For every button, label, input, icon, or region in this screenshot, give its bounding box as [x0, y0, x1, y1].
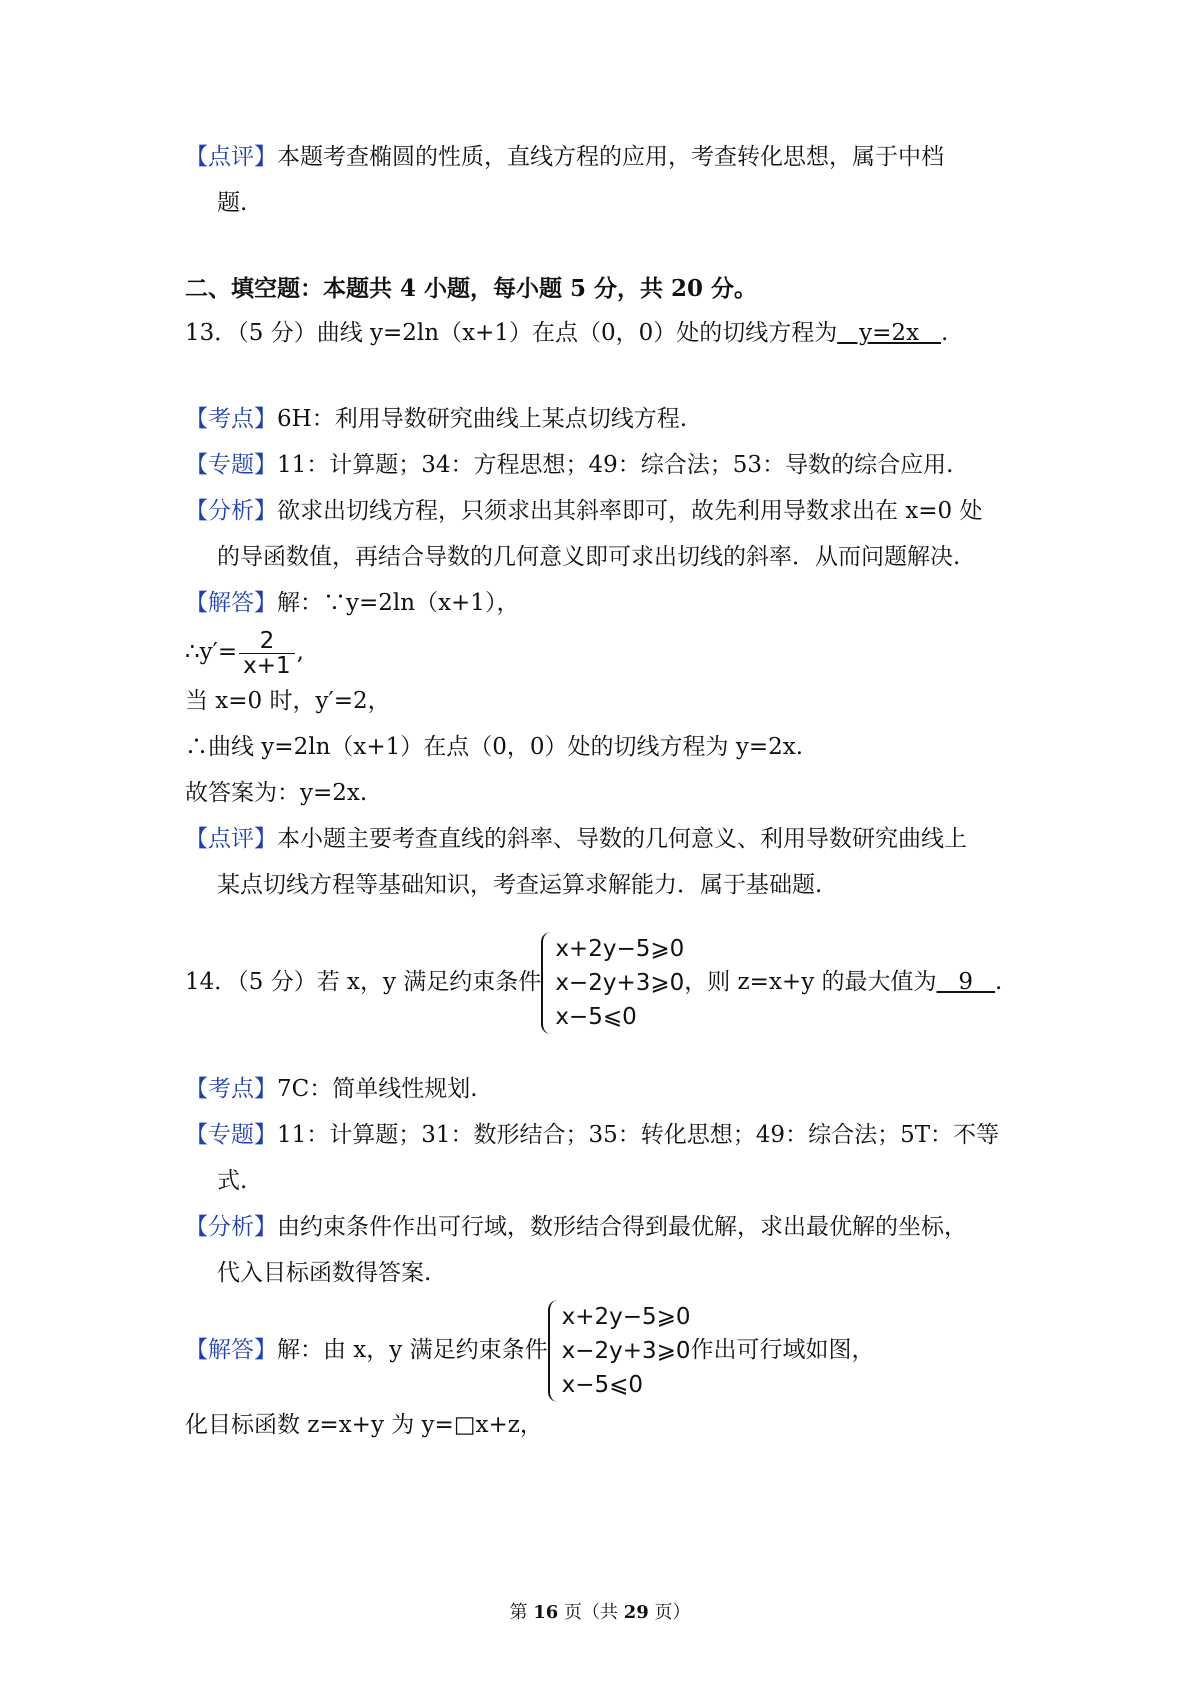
- fenxi-tag: 【分析】: [185, 498, 277, 524]
- footer-post: 页）: [648, 1602, 691, 1623]
- q14-fenxi: [185, 1204, 1025, 1250]
- q13-kaodian: [185, 396, 1025, 442]
- brace-icon: [548, 1300, 562, 1402]
- fraction-denominator: x+1: [243, 652, 291, 679]
- q14-objective-line: 化目标函数 z=x+y 为 y=□x+z，: [185, 1412, 543, 1438]
- q13-stem: 13．（5 分）曲线 y=2ln（x+1）在点（0，0）处的切线方程为: [185, 320, 838, 346]
- fenxi-tag: 【分析】: [185, 1214, 277, 1240]
- footer-pre: 第: [509, 1602, 534, 1623]
- constraint-row: x−2y+3⩾0: [555, 970, 685, 996]
- q13-end: .: [940, 320, 949, 346]
- constraint-row: x+2y−5⩾0: [555, 936, 685, 962]
- constraint-row: x−2y+3⩾0: [561, 1338, 691, 1364]
- review-tag: 【点评】: [185, 144, 277, 170]
- q13-stem-line: [185, 310, 1025, 356]
- fenxi-text: 欲求出切线方程，只须求出其斜率即可，故先利用导数求出在 x=0 处: [277, 498, 983, 524]
- review-cont: 题.: [217, 190, 248, 216]
- review-line: [185, 134, 1025, 180]
- footer-mid: 页（共: [558, 1602, 624, 1623]
- q13-zhuanti: [185, 442, 1025, 488]
- deriv-pre: ∴y′=: [185, 639, 238, 665]
- q13-derivative-line: [185, 626, 1025, 678]
- kaodian-text: 6H：利用导数研究曲线上某点切线方程.: [277, 406, 688, 432]
- brace-icon: [541, 932, 555, 1034]
- q14-solution: [185, 1066, 1025, 1448]
- q14-kaodian: [185, 1066, 1025, 1112]
- fenxi-cont: 的导函数值，再结合导数的几何意义即可求出切线的斜率．从而问题解决.: [217, 544, 961, 570]
- section-title: 二、填空题：本题共 4 小题，每小题 5 分，共 20 分。: [185, 275, 758, 302]
- page-number: 16: [533, 1602, 559, 1623]
- q13-jieda: [185, 580, 1025, 626]
- q13-solution: [185, 396, 1025, 908]
- kaodian-tag: 【考点】: [185, 1076, 277, 1102]
- q14-stem-line: [185, 932, 1025, 1034]
- q13-fenxi: [185, 488, 1025, 534]
- review-text: 本题考查椭圆的性质，直线方程的应用，考查转化思想，属于中档: [277, 144, 944, 170]
- review-block: [185, 134, 1025, 226]
- q14-jieda: [185, 1300, 1025, 1402]
- derivative-fraction: [239, 629, 295, 678]
- kaodian-tag: 【考点】: [185, 406, 277, 432]
- jieda-tag: 【解答】: [185, 590, 277, 616]
- zhuanti-text: 11：计算题；34：方程思想；49：综合法；53：导数的综合应用.: [277, 452, 954, 478]
- deriv-post: ,: [296, 639, 304, 665]
- fenxi-cont: 代入目标函数得答案.: [217, 1260, 432, 1286]
- q14-end: .: [995, 969, 1003, 995]
- constraint-row: x−5⩽0: [561, 1372, 644, 1398]
- q13-dianping: [185, 816, 1025, 862]
- q14-constraint-system: [541, 932, 684, 1034]
- dianping-text: 本小题主要考查直线的斜率、导数的几何意义、利用导数研究曲线上: [277, 826, 967, 852]
- kaodian-text: 7C：简单线性规划.: [277, 1076, 478, 1102]
- q14-answer: 9: [936, 969, 995, 995]
- jieda-tag: 【解答】: [185, 1337, 277, 1363]
- q13-x0-line: 当 x=0 时，y′=2，: [185, 688, 391, 714]
- zhuanti-tag: 【专题】: [185, 1122, 277, 1148]
- fenxi-text: 由约束条件作出可行域，数形结合得到最优解，求出最优解的坐标，: [277, 1214, 967, 1240]
- q14-zhuanti: [185, 1112, 1025, 1158]
- zhuanti-tag: 【专题】: [185, 452, 277, 478]
- dianping-tag: 【点评】: [185, 826, 277, 852]
- dianping-cont: 某点切线方程等基础知识，考查运算求解能力．属于基础题.: [217, 872, 823, 898]
- fraction-numerator: 2: [239, 629, 295, 654]
- page-footer: [0, 1598, 1200, 1624]
- jieda-post: 作出可行域如图，: [690, 1337, 875, 1363]
- jieda-text: 解：∵y=2ln（x+1），: [277, 590, 520, 616]
- constraint-row: x+2y−5⩾0: [561, 1304, 691, 1330]
- zhuanti-cont: 式.: [217, 1168, 248, 1194]
- jieda-pre: 解：由 x，y 满足约束条件: [277, 1337, 548, 1363]
- total-pages: 29: [623, 1602, 649, 1623]
- q13-answer: y=2x: [837, 320, 941, 346]
- q13-conclude-line: ∴曲线 y=2ln（x+1）在点（0，0）处的切线方程为 y=2x.: [185, 734, 804, 760]
- constraint-row: x−5⩽0: [555, 1004, 637, 1030]
- q14-stem-post: ，则 z=x+y 的最大值为: [684, 969, 937, 995]
- q13-answer-line: 故答案为：y=2x.: [185, 780, 368, 806]
- q14-constraint-system-2: [548, 1300, 691, 1402]
- q14-stem-pre: 14．（5 分）若 x，y 满足约束条件: [185, 969, 542, 995]
- zhuanti-text: 11：计算题；31：数形结合；35：转化思想；49：综合法；5T：不等: [277, 1122, 1000, 1148]
